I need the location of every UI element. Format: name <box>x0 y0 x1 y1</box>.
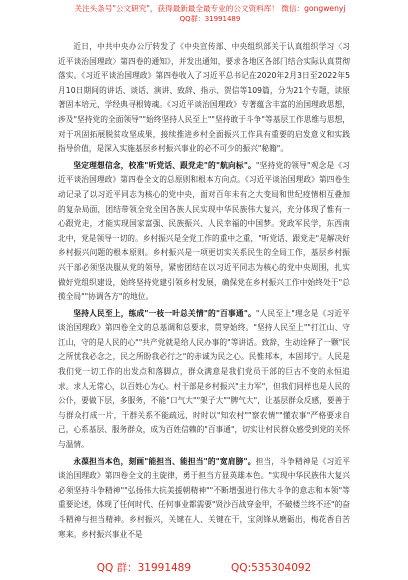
header-promo-text: 关注头条号"公文研究"，获得最新最全最专业的公文资料库！ 微信：gongwenyj <box>74 4 346 13</box>
paragraph-text: 担当，斗争精神是《习近平谈治国理政》第四卷全文的主旋律，勇于担当方显英雄本色。"实现中华民族伟大复兴必须坚持斗争精神""弘扬伟大抗美援朝精神""不断增强进行伟大斗争的意志和本领"等重要论述，体现了任何时代、任何事业都需要"贤沙百战穿金甲，不破楼兰终不还"的奋斗精神与担当精神。乡村振兴，关键在人、关键在干，宝剑锋从磨砺出，梅花香自苦寒来。乡村振兴事业不是 <box>58 456 350 539</box>
header-qq-group: QQ群：31991489 <box>179 15 241 23</box>
paragraph-text: "人民至上"理念是《习近平谈治国理政》第四卷全文的总基调和总要求，贯穿始终。"坚持人民至上""打江山、守江山，守的是人民的心""共产党就是给人民办事的"等讲话。致辞，生动诠释了一颗"民之所忧我必念之，民之所盼我必行之"的赤诚为民之心。民惟邦本，本固邦宁。人民是我们党一切工作的出发点和落脚点，群众满意是我们党员干部的巨古不变的永恒追求。求人无常心，以百姓心为心。村干部是乡村振兴"主力军"，但我们同样也是人民的公仆，要做下层，多服务，不能"口气大""架子大""脾气大"，让基层群众反感，要善于与群众打成一片，干群关系不能疏远，时时以"知农村""察农情""懂农事"严格要求自己，心系基层、服务群众，成为百姓信赖的"百事通"，切实让村民群众感受到党的关怀与温情。 <box>58 308 350 450</box>
contact-footer <box>0 560 408 575</box>
paragraph-people <box>58 307 350 453</box>
footer-qq-group: QQ 群：31991489 <box>96 562 192 574</box>
paragraph-lead: 永葆担当本色，刻画"能担当、能担当"的"宽肩膀"。 <box>73 456 256 466</box>
paragraph-lead: 坚定理想信念，校准"听党话、跟党走"的"航向标"。 <box>73 160 256 170</box>
paragraph-responsibility <box>58 455 350 543</box>
paragraph-ideals <box>58 159 350 305</box>
paragraph-text: "坚持党的领导"观念是《习近平谈治国理政》第四卷全文的总原则和根本方向点。《习近平谈治国理政》第四卷生动记录了以习近平同志为核心的党中央，面对百年未有之大变局和世纪疫情相互叠加的复杂局面，团结带领全党全国各族人民实现中华民族伟大复兴，充分体现了惟有一心跟党走，才能实现国家富强、民族振兴、人民幸福的中国梦。党政军民学，东西南北中，党是领导一切的。乡村振兴是全党工作的重中之重，"听党话、跟党走"是解决好乡村振兴问题的根本原则。乡村振兴是一项更切实关系民生的全局工作，基层乡村振兴干部必须坚决服从党的领导，紧密团结在以习近平同志为核心的党中央周围，扎实做好党组织建设，始终坚持党建引领乡村发展，确保党在乡村振兴工作中始终处于"总揽全局""协调各方"的地位。 <box>58 160 350 302</box>
paragraph-lead: 坚持人民至上，练成"一枝一叶总关情"的"百事通"。 <box>73 308 256 318</box>
paragraph-text: 近日，中共中央办公厅转发了《中央宣传部、中央组织部关于认真组织学习〈习近平谈治国理政〉第四卷的通知》，并发出通知，要求各地区各部门结合实际认真贯彻落实。《习近平谈治国理政》第四卷收入了习近平总书记在2020年2月3日至2022年5月10日期间的讲话、谈话、演讲、致辞、指示、贺信等109篇，分为21个专题，读原著固本培元，学经典寻根铸魂。《习近平谈治国理政》专著蕴含丰富的治国理政思想，涉及"坚持党的全面领导""始终坚持人民至上""坚持敢于斗争"等基层工作思维与思想，对于巩固拓展脱贫攻坚成果，接续推进乡村全面振兴工作具有重要的启发意义和实践指导价值，是深入实施基层乡村振兴事业的必不可少的振兴"秘籍"。 <box>58 42 350 154</box>
paragraph-intro <box>58 40 350 157</box>
promo-header <box>0 0 408 34</box>
document-body <box>58 40 350 544</box>
footer-qq-number: QQ:535304092 <box>231 562 312 574</box>
